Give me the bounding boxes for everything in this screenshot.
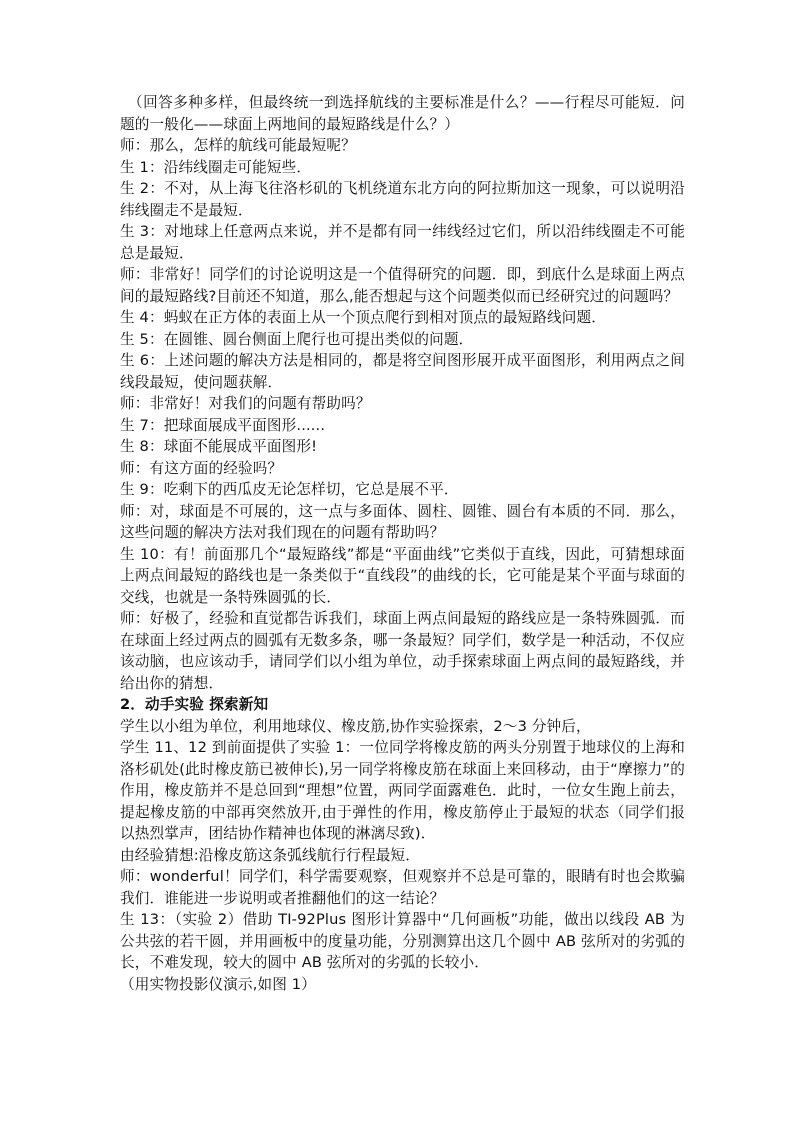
paragraph-teacher-sphere: 师：对，球面是不可展的，这一点与多面体、圆柱、圆锥、圆台有本质的不同．那么，这些问题的解决方法对我们现在的问题有帮助吗？ [120,502,685,541]
document-page [120,92,685,995]
paragraph-group-work: 学生以小组为单位，利用地球仪、橡皮筋,协作实验探索，2～3 分钟后， [120,717,591,735]
paragraph-student-9: 生 9：吃剩下的西瓜皮无论怎样切，它总是展不平． [120,481,459,498]
paragraph-student-13: 生 13：（实验 2）借助 TI-92Plus 图形计算器中“几何画板”功能，做出以线段 AB 为公共弦的若干圆，并用画板中的度量功能，分别测算出这几个圆中 AB 弦所对的劣弧的长，不难发现，较大的圆中 AB 弦所对的劣弧的长较小． [120,911,685,971]
paragraph-teacher-wonderful: 师：wonderful！同学们，科学需要观察，但观察并不总是可靠的，眼睛有时也会欺骗我们．谁能进一步说明或者推翻他们的这一结论？ [120,868,685,907]
paragraph-teacher-experience: 师：有这方面的经验吗？ [120,459,283,477]
paragraph-student-2: 生 2：不对，从上海飞往洛杉矶的飞机绕道东北方向的阿拉斯加这一现象，可以说明沿纬线圈走不是最短． [120,180,685,219]
section-heading: 2．动手实验 探索新知 [120,696,269,713]
paragraph-student-4: 生 4：蚂蚁在正方体的表面上从一个顶点爬行到相对顶点的最短路线问题． [120,309,607,326]
paragraph-student-7: 生 7：把球面展成平面图形...... [120,416,326,434]
paragraph-teacher-praise: 师：非常好！同学们的讨论说明这是一个值得研究的问题．即，到底什么是球面上两点间的最短路线?目前还不知道，那么,能否想起与这个问题类似而已经研究过的问题吗？ [120,266,685,305]
paragraph-intro: （回答多种多样，但最终统一到选择航线的主要标准是什么？——行程尽可能短．问题的一般化——球面上两地间的最短路线是什么？） [120,94,685,133]
paragraph-teacher-question: 师：那么，怎样的航线可能最短呢？ [120,137,356,154]
paragraph-student-5: 生 5：在圆锥、圆台侧面上爬行也可提出类似的问题． [120,330,474,348]
paragraph-student-10: 生 10：有！前面那几个“最短路线”都是“平面曲线”它类似于直线，因此，可猜想球面上两点间最短的路线也是一条类似于“直线段”的曲线的长，它可能是某个平面与球面的交线，也就是一条特殊圆弧的长． [120,545,685,606]
paragraph-student-6: 生 6：上述问题的解决方法是相同的，都是将空间图形展开成平面图形，利用两点之间线段最短，使问题获解． [120,352,685,391]
paragraph-conjecture: 由经验猜想:沿橡皮筋这条弧线航行行程最短． [120,846,420,864]
paragraph-experiment-1: 学生 11、12 到前面提供了实验 1：一位同学将橡皮筋的两头分别置于地球仪的上海和洛杉矶处(此时橡皮筋已被伸长),另一同学将橡皮筋在球面上来回移动，由于“摩擦力”的作用，橡皮筋并不是总回到“理想”位置，两同学面露难色．此时，一位女生跑上前去，提起橡皮筋的中部再突然放开,由于弹性的作用，橡皮筋停止于最短的状态（同学们报以热烈掌声，团结协作精神也体现的淋漓尽致)． [120,739,685,842]
paragraph-student-8: 生 8：球面不能展成平面图形! [120,438,318,455]
paragraph-teacher-intuition: 师：好极了，经验和直觉都告诉我们，球面上两点间最短的路线应是一条特殊圆弧．而在球面上经过两点的圆弧有无数多条，哪一条最短？同学们，数学是一种活动，不仅应该动脑，也应该动手，请同学们以小组为单位，动手探索球面上两点间的最短路线，并给出你的猜想． [120,610,685,692]
paragraph-student-1: 生 1：沿纬线圈走可能短些． [120,158,312,176]
paragraph-student-3: 生 3：对地球上任意两点来说，并不是都有同一纬线经过它们，所以沿纬线圈走不可能总是最短． [120,223,685,262]
paragraph-teacher-help: 师：非常好！对我们的问题有帮助吗？ [120,395,371,412]
paragraph-demo-note: （用实物投影仪演示,如图 1） [120,975,316,993]
